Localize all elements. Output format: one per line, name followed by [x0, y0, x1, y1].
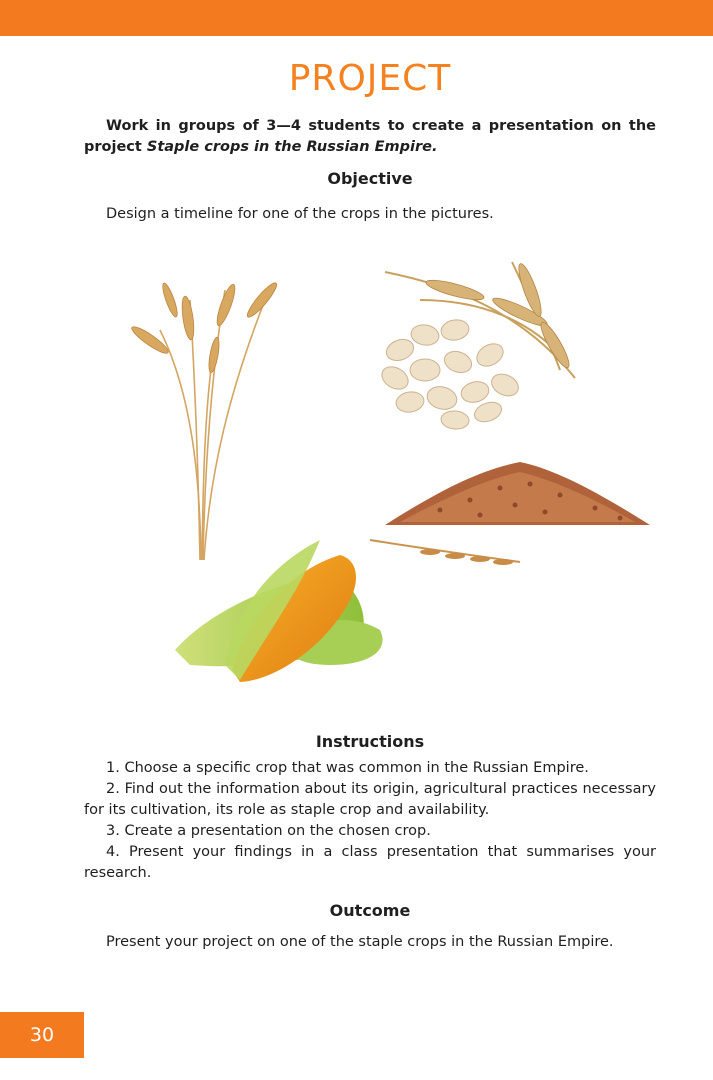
page-number: 30 [0, 1012, 84, 1058]
outcome-heading: Outcome [329, 901, 411, 920]
grain-pile-image [370, 462, 650, 565]
outcome-text: Present your project on one of the staple crops in the Russian Empire. [106, 934, 614, 950]
instruction-item: 2. Find out the information about its origin, agricultural practices necessary for its cultivation, its role as staple crop and availability. [84, 781, 656, 818]
intro-text: Work in groups of 3—4 students to create a presentation on the project [84, 118, 656, 155]
corn-image [175, 540, 383, 682]
oats-image [378, 262, 575, 431]
instruction-item: 3. Create a presentation on the chosen crop. [106, 823, 431, 839]
page-title: PROJECT [288, 58, 452, 99]
instruction-item: 4. Present your findings in a class presentation that summarises your research. [84, 844, 656, 881]
instructions-list [84, 758, 656, 884]
objective-heading: Objective [327, 169, 413, 188]
objective-text: Design a timeline for one of the crops in the pictures. [106, 206, 494, 222]
wheat-stalks-image [129, 280, 280, 560]
instructions-heading: Instructions [315, 732, 425, 751]
project-name: Staple crops in the Russian Empire. [146, 139, 438, 155]
instruction-item: 1. Choose a specific crop that was common in the Russian Empire. [106, 760, 589, 776]
